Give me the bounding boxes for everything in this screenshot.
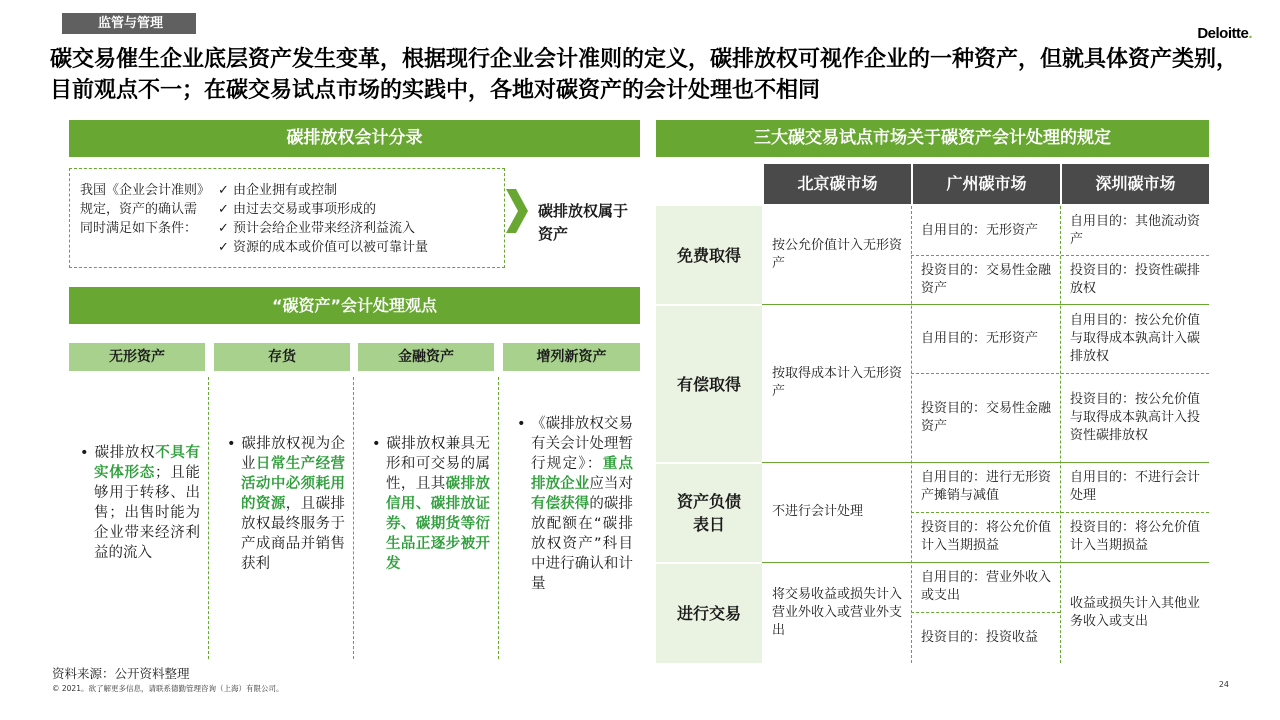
view-column-new-asset xyxy=(499,377,641,659)
cell-paid-guangzhou-self: 自用目的：无形资产 xyxy=(921,330,1039,346)
cell-balance-guangzhou-invest: 投资目的：将公允价值计入当期损益 xyxy=(921,520,1052,553)
cell-paid-shenzhen-invest: 投资目的：按公允价值与取得成本孰高计入投资性碳排放权 xyxy=(1070,391,1201,443)
cell-balance-beijing: 不进行会计处理 xyxy=(772,504,864,519)
category-intangible: 无形资产 xyxy=(69,343,205,371)
view-column-financial xyxy=(354,377,499,659)
chevron-right-icon xyxy=(506,189,528,233)
row-header-balance-date: 资产负债表日 xyxy=(656,462,762,562)
view-text: • 碳排放权视为企业日常生产经营活动中必须耗用的资源，且碳排放权最终服务于产成商品并销售获利 xyxy=(227,434,345,574)
row-header-free: 免费取得 xyxy=(656,206,762,304)
view-text: • 《碳排放权交易有关会计处理暂行规定》：重点排放企业应当对有偿获得的碳排放配额在“碳排放权资产”科目中进行确认和计量 xyxy=(517,414,633,594)
copyright-note: © 2021。欲了解更多信息，请联系德勤管理咨询（上海）有限公司。 xyxy=(52,684,284,693)
cell-trade-guangzhou-invest: 投资目的：投资收益 xyxy=(921,629,1039,645)
condition-item: ✓ 预计会给企业带来经济利益流入 xyxy=(218,219,428,238)
cell-balance-shenzhen-invest: 投资目的：将公允价值计入当期损益 xyxy=(1070,520,1201,553)
cell-paid-guangzhou-invest: 投资目的：交易性金融资产 xyxy=(921,400,1052,434)
condition-item: ✓ 资源的成本或价值可以被可靠计量 xyxy=(218,238,428,257)
logo-dot: . xyxy=(1248,25,1252,42)
condition-item: ✓ 由过去交易或事项形成的 xyxy=(218,200,428,219)
view-column-inventory xyxy=(209,377,354,659)
row-header-paid: 有偿取得 xyxy=(656,304,762,462)
cell-paid-shenzhen-self: 自用目的：按公允价值与取得成本孰高计入碳排放权 xyxy=(1070,312,1201,364)
conclusion-text: 碳排放权属于资产 xyxy=(538,202,629,243)
cell-free-shenzhen-invest: 投资目的：投资性碳排放权 xyxy=(1070,262,1201,296)
condition-item: ✓ 由企业拥有或控制 xyxy=(218,181,428,200)
conditions-intro: 我国《企业会计准则》规定，资产的确认需同时满足如下条件： xyxy=(80,183,204,236)
source-note: 资料来源：公开资料整理 xyxy=(52,666,190,681)
category-inventory: 存货 xyxy=(214,343,350,371)
cell-balance-shenzhen-self: 自用目的：不进行会计处理 xyxy=(1070,470,1201,503)
conditions-list xyxy=(218,181,428,257)
category-financial: 金融资产 xyxy=(358,343,494,371)
column-header-guangzhou: 广州碳市场 xyxy=(911,164,1060,204)
logo-text: Deloitte xyxy=(1197,25,1249,42)
cell-free-beijing: 按公允价值计入无形资产 xyxy=(772,238,903,271)
view-text: • 碳排放权不具有实体形态；且能够用于转移、出售；出售时能为企业带来经济利益的流入 xyxy=(80,443,200,563)
cell-trade-shenzhen: 收益或损失计入其他业务收入或支出 xyxy=(1070,595,1201,629)
accounting-entry-header: 碳排放权会计分录 xyxy=(69,120,640,157)
cell-trade-beijing: 将交易收益或损失计入营业外收入或营业外支出 xyxy=(772,586,903,638)
market-rules-header: 三大碳交易试点市场关于碳资产会计处理的规定 xyxy=(656,120,1209,157)
cell-paid-beijing: 按取得成本计入无形资产 xyxy=(772,366,903,399)
cell-trade-guangzhou-self: 自用目的：营业外收入或支出 xyxy=(921,570,1052,603)
row-header-trading: 进行交易 xyxy=(656,562,762,663)
section-tag: 监管与管理 xyxy=(62,13,196,34)
views-header: “碳资产”会计处理观点 xyxy=(69,287,640,324)
cell-free-guangzhou-self: 自用目的：无形资产 xyxy=(921,222,1039,238)
column-header-shenzhen: 深圳碳市场 xyxy=(1060,164,1209,204)
view-text: • 碳排放权兼具无形和可交易的属性，且其碳排放信用、碳排放证券、碳期货等衍生品正逐步被开发 xyxy=(372,434,490,574)
page-title: 碳交易催生企业底层资产发生变革，根据现行企业会计准则的定义，碳排放权可视作企业的一种资产，但就具体资产类别，目前观点不一；在碳交易试点市场的实践中，各地对碳资产的会计处理也不相同 xyxy=(50,47,1239,103)
deloitte-logo xyxy=(1197,25,1252,42)
page-number: 24 xyxy=(1218,680,1229,689)
column-header-beijing: 北京碳市场 xyxy=(762,164,911,204)
cell-balance-guangzhou-self: 自用目的：进行无形资产摊销与减值 xyxy=(921,470,1052,503)
cell-free-guangzhou-invest: 投资目的：交易性金融资产 xyxy=(921,262,1052,296)
cell-free-shenzhen-self: 自用目的：其他流动资产 xyxy=(1070,213,1201,247)
view-column-intangible xyxy=(62,377,209,659)
conditions-box xyxy=(69,168,505,268)
category-new-asset: 增列新资产 xyxy=(503,343,640,371)
